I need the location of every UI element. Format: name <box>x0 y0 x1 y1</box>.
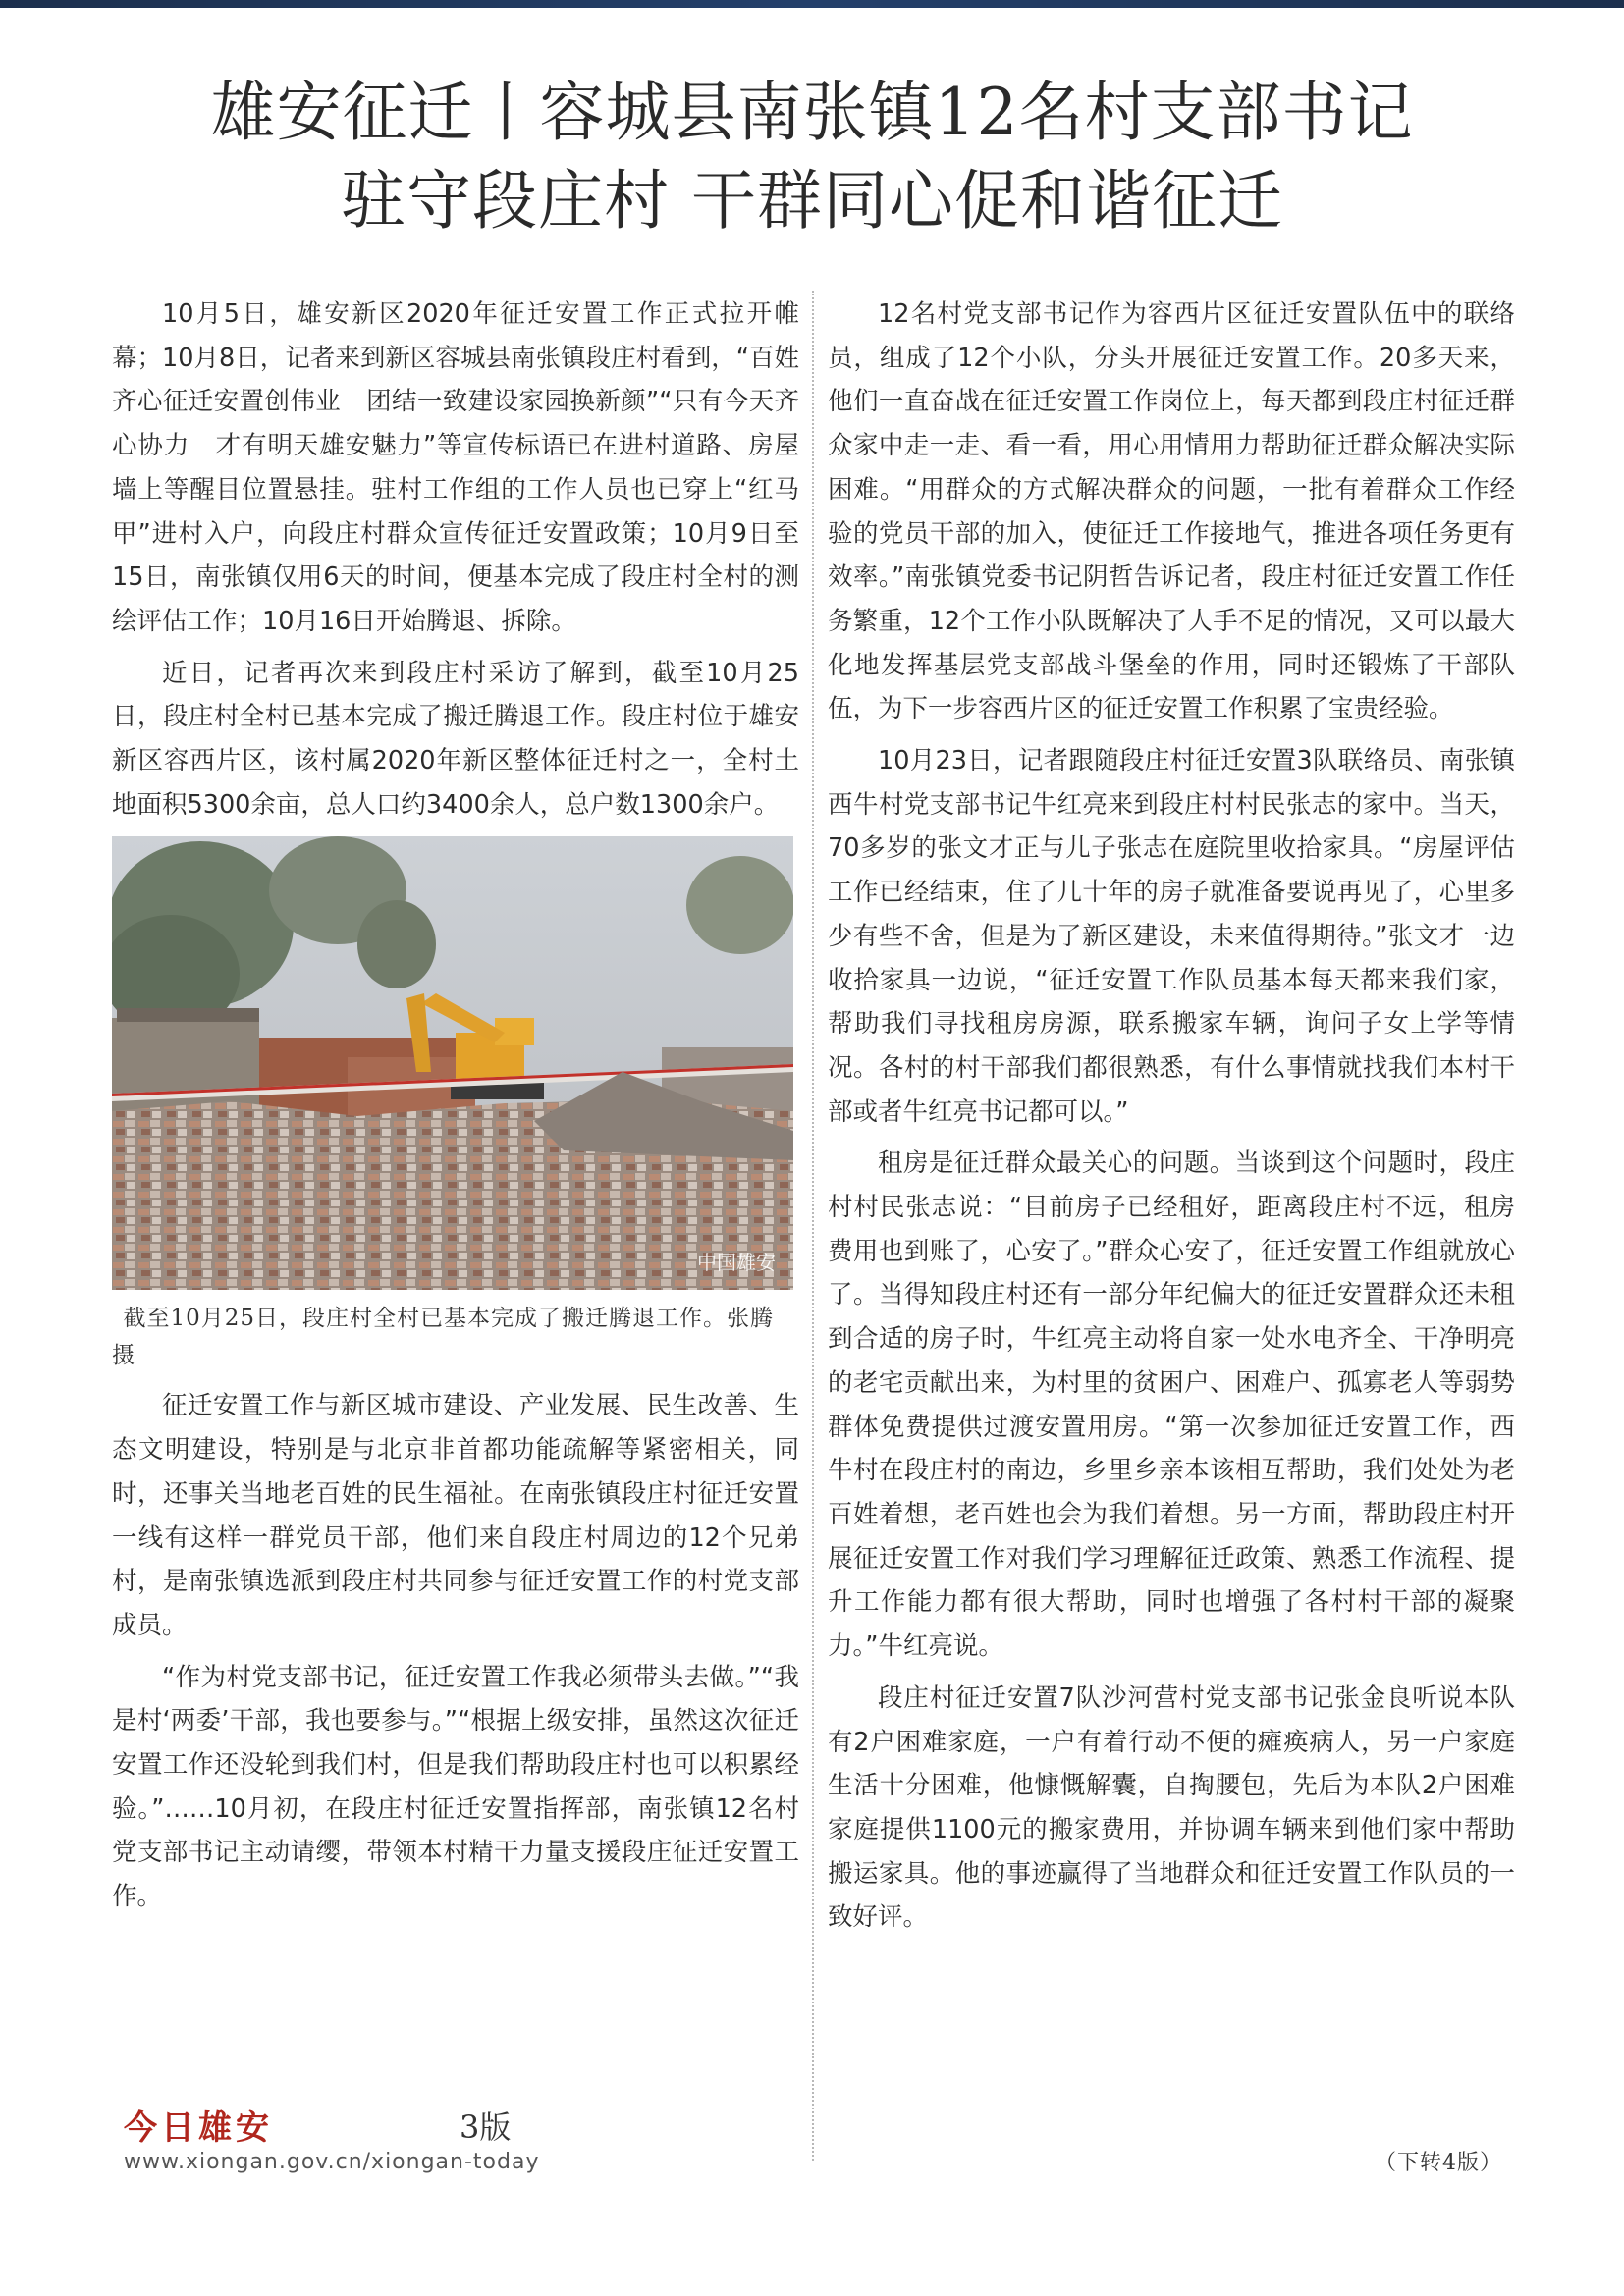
top-bar <box>0 0 1624 8</box>
footer-url: www.xiongan.gov.cn/xiongan-today <box>124 2150 540 2174</box>
page-number: 3版 <box>460 2109 512 2146</box>
paragraph: 近日，记者再次来到段庄村采访了解到，截至10月25日，段庄村全村已基本完成了搬迁腾退工作。段庄村位于雄安新区容西片区，该村属2020年新区整体征迁村之一，全村土地面积5300余亩，总人口约3400余人，总户数1300余户。 <box>112 658 799 820</box>
column-divider <box>812 291 814 2161</box>
paragraph: “作为村党支部书记，征迁安置工作我必须带头去做。”“我是村‘两委’干部，我也要参与。”“根据上级安排，虽然这次征迁安置工作还没轮到我们村，但是我们帮助段庄村也可以积累经验。”……10月初，在段庄村征迁安置指挥部，南张镇12名村党支部书记主动请缨，带领本村精干力量支援段庄征迁安置工作。 <box>112 1662 799 1912</box>
title-line-2: 驻守段庄村 干群同心促和谐征迁 <box>341 163 1283 239</box>
page-title <box>0 69 1624 245</box>
paragraph: 10月5日，雄安新区2020年征迁安置工作正式拉开帷幕；10月8日，记者来到新区容城县南张镇段庄村看到，“百姓齐心征迁安置创伟业 团结一致建设家园换新颜”“只有今天齐心协力 才有明天雄安魅力”等宣传标语已在进村道路、房屋墙上等醒目位置悬挂。驻村工作组的工作人员也已穿上“红马甲”进村入户，向段庄村群众宣传征迁安置政策；10月9日至15日，南张镇仅用6天的时间，便基本完成了段庄村全村的测绘评估工作；10月16日开始腾退、拆除。 <box>112 299 799 636</box>
photo-caption: 截至10月25日，段庄村全村已基本完成了搬迁腾退工作。张腾 摄 <box>112 1306 775 1369</box>
title-line-1: 雄安征迁丨容城县南张镇12名村支部书记 <box>210 75 1414 150</box>
paragraph: 租房是征迁群众最关心的问题。当谈到这个问题时，段庄村村民张志说：“目前房子已经租好，距离段庄村不远，租房费用也到账了，心安了。”群众心安了，征迁安置工作组就放心了。当得知段庄村还有一部分年纪偏大的征迁安置群众还未租到合适的房子时，牛红亮主动将自家一处水电齐全、干净明亮的老宅贡献出来，为村里的贫困户、困难户、孤寡老人等弱势群体免费提供过渡安置用房。“第一次参加征迁安置工作，西牛村在段庄村的南边，乡里乡亲本该相互帮助，我们处处为老百姓着想，老百姓也会为我们着想。另一方面，帮助段庄村开展征迁安置工作对我们学习理解征迁政策、熟悉工作流程、提升工作能力都有很大帮助，同时也增强了各村村干部的凝聚力。”牛红亮说。 <box>828 1148 1515 1662</box>
continued-note: （下转4版） <box>1375 2151 1502 2175</box>
demolition-photo <box>112 836 793 1290</box>
paragraph: 12名村党支部书记作为容西片区征迁安置队伍中的联络员，组成了12个小队，分头开展征迁安置工作。20多天来，他们一直奋战在征迁安置工作岗位上，每天都到段庄村征迁群众家中走一走、看一看，用心用情用力帮助征迁群众解决实际困难。“用群众的方式解决群众的问题，一批有着群众工作经验的党员干部的加入，使征迁工作接地气，推进各项任务更有效率。”南张镇党委书记阴哲告诉记者，段庄村征迁安置工作任务繁重，12个工作小队既解决了人手不足的情况，又可以最大化地发挥基层党支部战斗堡垒的作用，同时还锻炼了干部队伍，为下一步容西片区的征迁安置工作积累了宝贵经验。 <box>828 299 1515 724</box>
publication-logo: 今日雄安 <box>124 2109 273 2148</box>
paragraph: 10月23日，记者跟随段庄村征迁安置3队联络员、南张镇西牛村党支部书记牛红亮来到段庄村村民张志的家中。当天，70多岁的张文才正与儿子张志在庭院里收拾家具。“房屋评估工作已经结束，住了几十年的房子就准备要说再见了，心里多少有些不舍，但是为了新区建设，未来值得期待。”张文才一边收拾家具一边说，“征迁安置工作队员基本每天都来我们家，帮助我们寻找租房房源，联系搬家车辆，询问子女上学等情况。各村的村干部我们都很熟悉，有什么事情就找我们本村干部或者牛红亮书记都可以。” <box>828 746 1515 1127</box>
paragraph: 征迁安置工作与新区城市建设、产业发展、民生改善、生态文明建设，特别是与北京非首都功能疏解等紧密相关，同时，还事关当地老百姓的民生福祉。在南张镇段庄村征迁安置一线有这样一群党员干部，他们来自段庄村周边的12个兄弟村，是南张镇选派到段庄村共同参与征迁安置工作的村党支部成员。 <box>112 1391 799 1640</box>
paragraph: 段庄村征迁安置7队沙河营村党支部书记张金良听说本队有2户困难家庭，一户有着行动不便的瘫痪病人，另一户家庭生活十分困难，他慷慨解囊，自掏腰包，先后为本队2户困难家庭提供1100元的搬家费用，并协调车辆来到他们家中帮助搬运家具。他的事迹赢得了当地群众和征迁安置工作队员的一致好评。 <box>828 1682 1515 1933</box>
right-column <box>828 293 1515 1948</box>
left-column <box>112 293 799 1927</box>
photo-watermark: 中国雄安 <box>697 1251 776 1275</box>
